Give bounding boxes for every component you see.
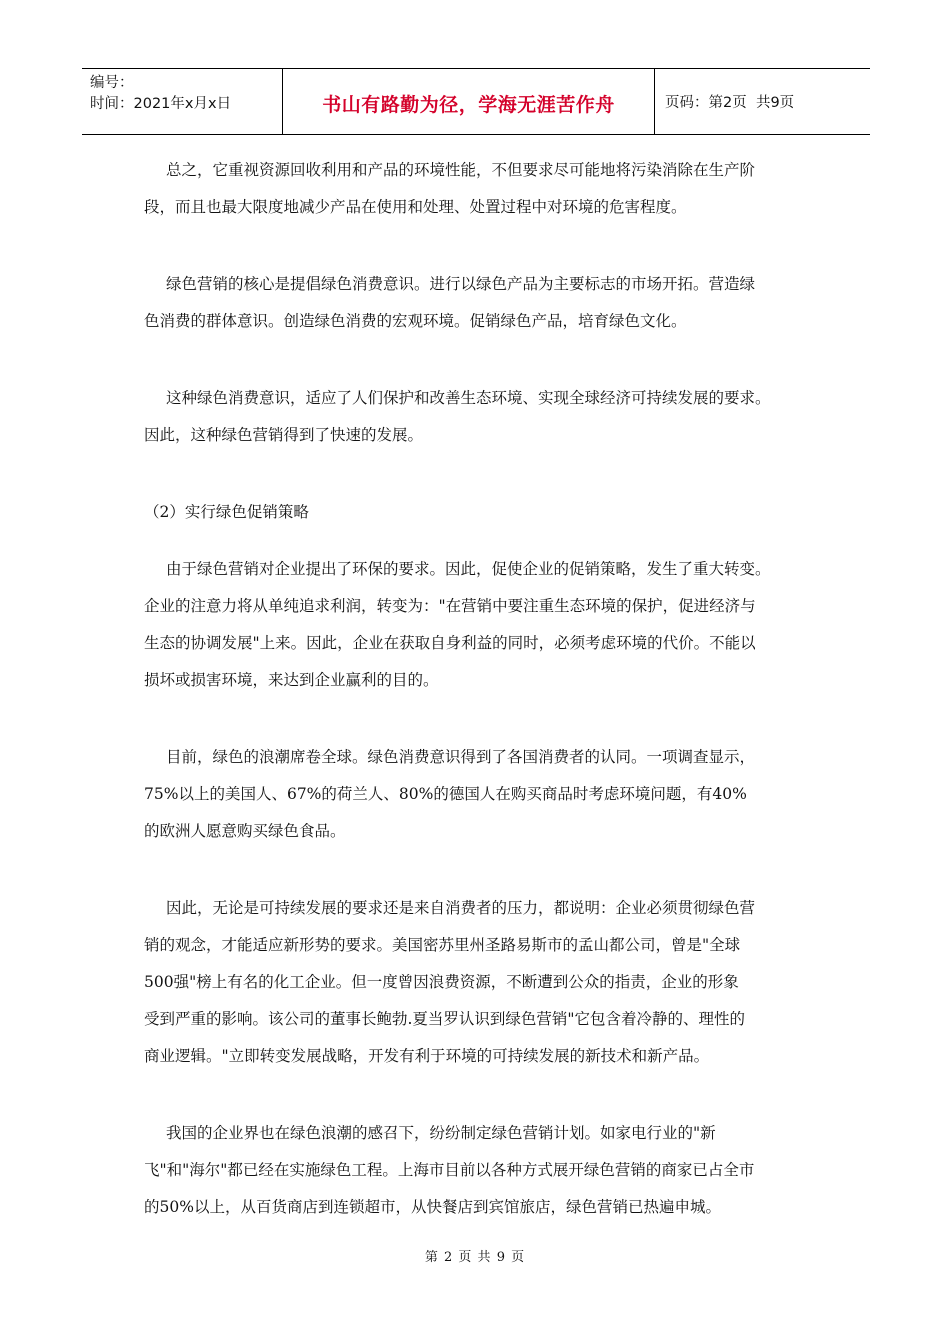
paragraph-line: 损坏或损害环境，来达到企业赢利的目的。 bbox=[144, 671, 439, 689]
paragraph-line: 的欧洲人愿意购买绿色食品。 bbox=[144, 822, 346, 840]
paragraph bbox=[144, 1115, 824, 1226]
paragraph-line: 这种绿色消费意识，适应了人们保护和改善生态环境、实现全球经济可持续发展的要求。 bbox=[166, 389, 771, 407]
paragraph-line: 绿色营销的核心是提倡绿色消费意识。进行以绿色产品为主要标志的市场开拓。营造绿 bbox=[166, 275, 756, 293]
header-motto bbox=[283, 69, 655, 134]
paragraph-line: 企业的注意力将从单纯追求利润，转变为："在营销中要注重生态环境的保护，促进经济与 bbox=[144, 597, 756, 615]
section-heading bbox=[144, 494, 824, 531]
document-body bbox=[144, 152, 824, 1266]
paragraph-line: 段，而且也最大限度地减少产品在使用和处理、处置过程中对环境的危害程度。 bbox=[144, 198, 687, 216]
paragraph bbox=[144, 890, 824, 1075]
paragraph-line: 受到严重的影响。该公司的董事长鲍勃.夏当罗认识到绿色营销"它包含着冷静的、理性的 bbox=[144, 1010, 746, 1028]
paragraph-line: 销的观念，才能适应新形势的要求。美国密苏里州圣路易斯市的孟山都公司，曾是"全球 bbox=[144, 936, 741, 954]
paragraph-line: 商业逻辑。"立即转变发展战略，开发有利于环境的可持续发展的新技术和新产品。 bbox=[144, 1047, 710, 1065]
paragraph bbox=[144, 152, 824, 226]
serial-label: 编号： bbox=[90, 75, 134, 91]
paragraph-line: 色消费的群体意识。创造绿色消费的宏观环境。促销绿色产品，培育绿色文化。 bbox=[144, 312, 687, 330]
paragraph-line: 75%以上的美国人、67%的荷兰人、80%的德国人在购买商品时考虑环境问题，有40% bbox=[144, 785, 747, 803]
paragraph-line: 由于绿色营销对企业提出了环保的要求。因此，促使企业的促销策略，发生了重大转变。 bbox=[166, 560, 771, 578]
paragraph-line: 飞"和"海尔"都已经在实施绿色工程。上海市目前以各种方式展开绿色营销的商家已占全市 bbox=[144, 1161, 755, 1179]
paragraph-line: 因此，无论是可持续发展的要求还是来自消费者的压力，都说明：企业必须贯彻绿色营 bbox=[166, 899, 756, 917]
page-footer bbox=[0, 1246, 950, 1265]
paragraph bbox=[144, 266, 824, 340]
paragraph bbox=[144, 380, 824, 454]
paragraph-line: 500强"榜上有名的化工企业。但一度曾因浪费资源，不断遭到公众的指责，企业的形象 bbox=[144, 973, 739, 991]
paragraph bbox=[144, 551, 824, 699]
motto-text: 书山有路勤为径，学海无涯苦作舟 bbox=[322, 94, 615, 116]
paragraph-line: 目前，绿色的浪潮席卷全球。绿色消费意识得到了各国消费者的认同。一项调查显示， bbox=[166, 748, 756, 766]
time-label: 时间：2021年x月x日 bbox=[90, 96, 232, 112]
paragraph-line: 我国的企业界也在绿色浪潮的感召下，纷纷制定绿色营销计划。如家电行业的"新 bbox=[166, 1124, 716, 1142]
paragraph-line: 总之，它重视资源回收利用和产品的环境性能，不但要求尽可能地将污染消除在生产阶 bbox=[166, 161, 756, 179]
paragraph-line: 生态的协调发展"上来。因此，企业在获取自身利益的同时，必须考虑环境的代价。不能以 bbox=[144, 634, 756, 652]
paragraph bbox=[144, 739, 824, 850]
document-header bbox=[82, 68, 870, 135]
header-page-code bbox=[655, 69, 870, 134]
paragraph-line: 的50%以上，从百货商店到连锁超市，从快餐店到宾馆旅店，绿色营销已热遍申城。 bbox=[144, 1198, 721, 1216]
header-meta bbox=[82, 69, 283, 134]
paragraph-line: 因此，这种绿色营销得到了快速的发展。 bbox=[144, 426, 424, 444]
footer-page-number: 第 2 页 共 9 页 bbox=[424, 1250, 526, 1265]
section-heading-text: （2）实行绿色促销策略 bbox=[144, 503, 309, 521]
page-code-text: 页码：第2页 共9页 bbox=[665, 95, 795, 111]
